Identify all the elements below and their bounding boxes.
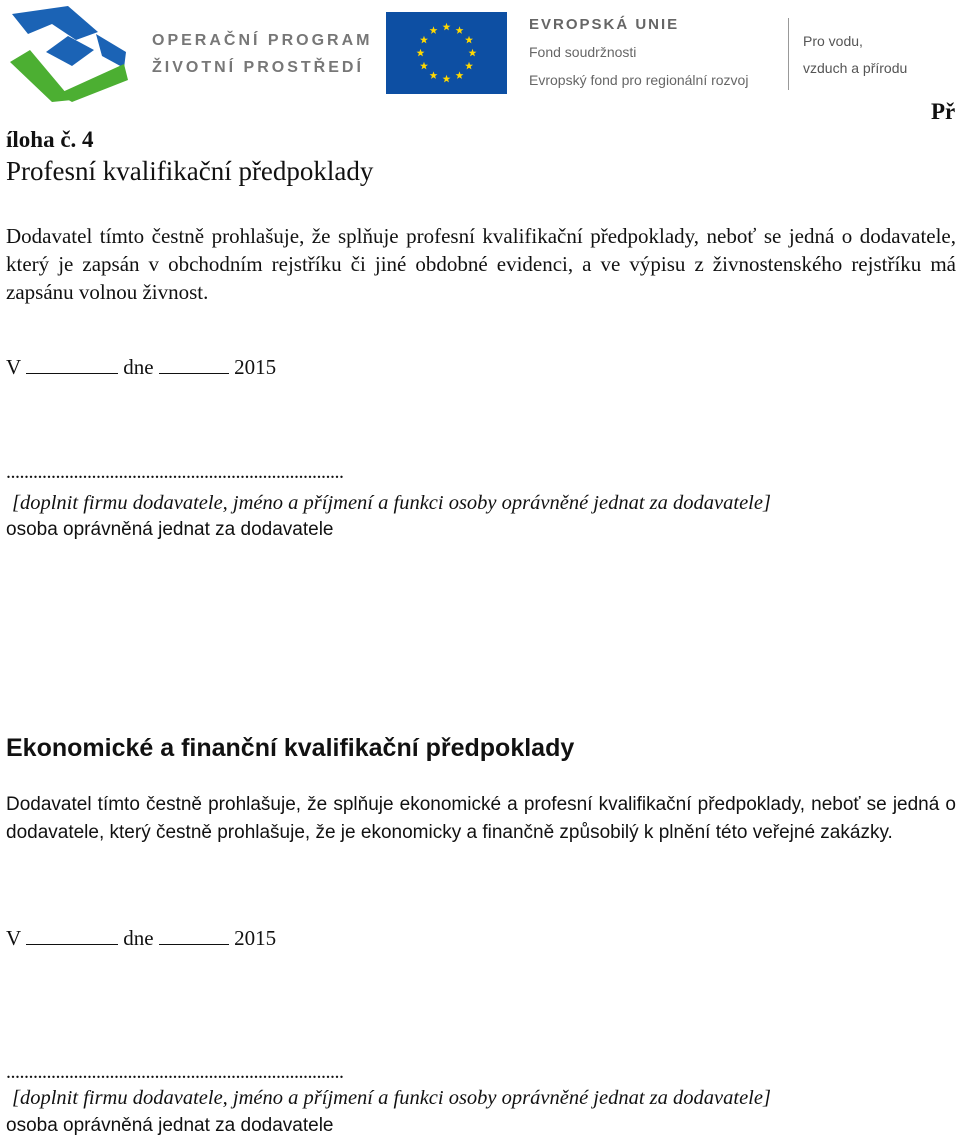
place-label: V [6, 355, 21, 379]
eu-fund-2: Evropský fond pro regionální rozvoj [529, 72, 749, 88]
opzp-logo-icon [6, 4, 130, 102]
date-label: dne [123, 355, 154, 379]
year: 2015 [234, 926, 277, 950]
place-label: V [6, 926, 21, 950]
section-2-paragraph: Dodavatel tímto čestně prohlašuje, že splňuje ekonomické a profesní kvalifikační předpoklady, neboť se jedná o dodavatele, který čestně prohlašuje, že je ekonomicky a finančně způsobilý k plnění této veřejné zakázky. [6, 794, 956, 843]
attachment-prefix: Př [931, 99, 956, 124]
date-blank [159, 372, 229, 374]
section-2-signature-dots: ........................................................................... [6, 1061, 344, 1083]
op-line-1: OPERAČNÍ PROGRAM [152, 32, 373, 49]
section-2-signature-caption: osoba oprávněná jednat za dodavatele [6, 1115, 334, 1136]
section-2-heading: Ekonomické a finanční kvalifikační předpoklady [6, 734, 575, 762]
eu-title: EVROPSKÁ UNIE [529, 16, 680, 33]
section-2-place-date-line [6, 928, 276, 949]
section-1-placeholder: [doplnit firmu dodavatele, jméno a příjmení a funkci osoby oprávněné jednat za dodavatele] [12, 492, 771, 514]
slogan-1: Pro vodu, [803, 33, 863, 49]
place-blank [26, 943, 118, 945]
op-line-2: ŽIVOTNÍ PROSTŘEDÍ [152, 59, 364, 76]
header-divider [788, 18, 789, 90]
header-logos [0, 0, 960, 105]
section-1-paragraph: Dodavatel tímto čestně prohlašuje, že splňuje profesní kvalifikační předpoklady, neboť se jedná o dodavatele, který je zapsán v obchodním rejstříku či jiné obdobné evidenci, a ve výpisu z živnostenského rejstříku má zapsánu volnou živnost. [6, 224, 956, 304]
slogan-2: vzduch a přírodu [803, 60, 908, 76]
section-2-placeholder: [doplnit firmu dodavatele, jméno a příjmení a funkci osoby oprávněné jednat za dodavatele] [12, 1087, 771, 1109]
place-blank [26, 372, 118, 374]
attachment-label: íloha č. 4 [6, 127, 94, 152]
date-blank [159, 943, 229, 945]
section-1-signature-caption: osoba oprávněná jednat za dodavatele [6, 519, 334, 540]
section-1-heading: Profesní kvalifikační předpoklady [6, 156, 374, 186]
year: 2015 [234, 355, 277, 379]
date-label: dne [123, 926, 154, 950]
eu-flag-icon [386, 12, 507, 94]
section-1-signature-dots: ........................................................................... [6, 461, 344, 483]
section-1-place-date-line [6, 357, 276, 378]
eu-fund-1: Fond soudržnosti [529, 44, 637, 60]
